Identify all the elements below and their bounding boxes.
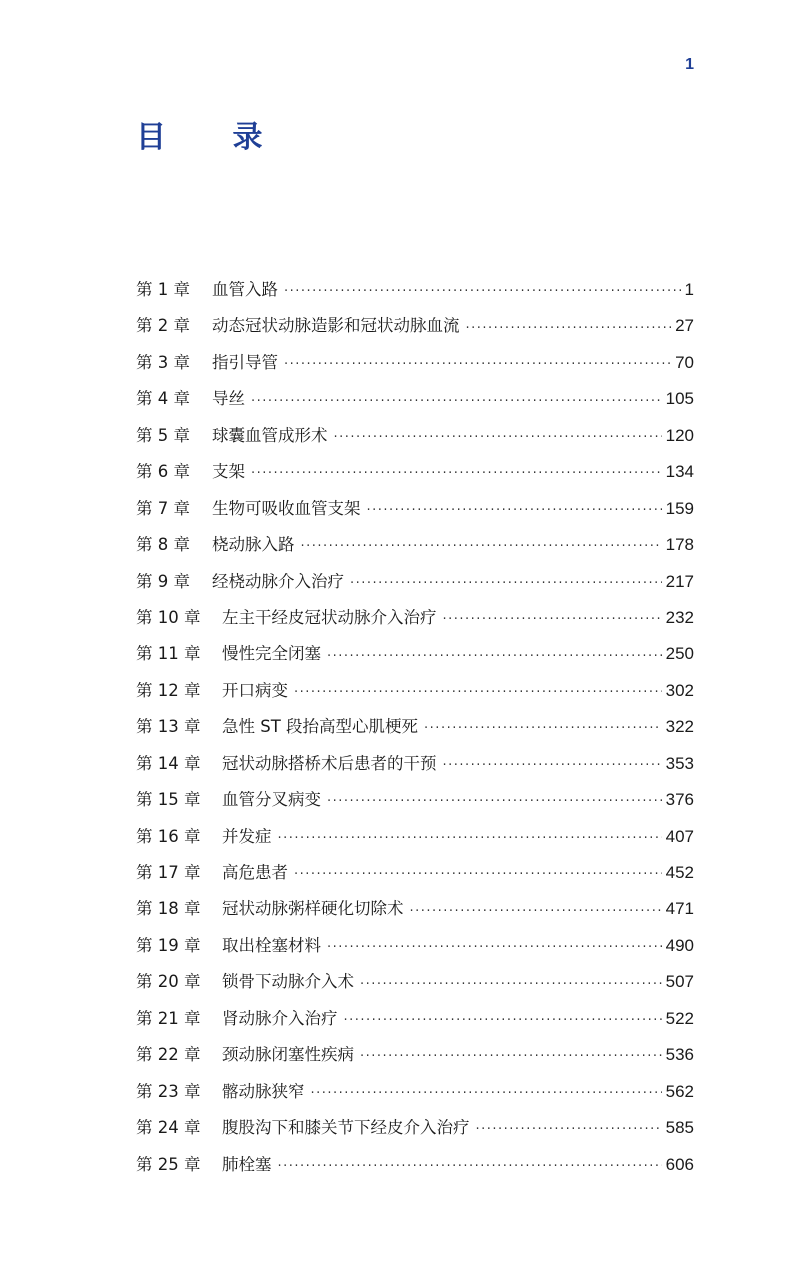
toc-chapter-number: 第 25 章 [136,1154,201,1174]
toc-chapter-title: 动态冠状动脉造影和冠状动脉血流 [212,316,460,336]
toc-chapter-number: 第 5 章 [136,425,190,445]
toc-page-number: 490 [665,935,694,955]
toc-entry [136,1147,694,1183]
toc-page-number: 376 [665,790,694,810]
toc-leader-dots [327,940,662,956]
toc-chapter-title: 冠状动脉搭桥术后患者的干预 [222,753,437,773]
toc-leader-dots [334,430,662,446]
toc-chapter-title: 球囊血管成形术 [212,425,328,445]
toc-leader-dots [284,284,681,300]
toc-entry [136,964,694,1000]
toc-chapter-number: 第 18 章 [136,899,201,919]
toc-page-number: 178 [665,535,694,555]
toc-chapter-title: 取出栓塞材料 [222,935,321,955]
toc-leader-dots [344,1013,662,1029]
toc-entry [136,1074,694,1110]
toc-leader-dots [443,758,662,774]
toc-chapter-title: 锁骨下动脉介入术 [222,972,354,992]
toc-leader-dots [327,794,662,810]
toc-chapter-number: 第 22 章 [136,1045,201,1065]
toc-leader-dots [301,539,662,555]
toc-chapter-number: 第 6 章 [136,462,190,482]
toc-entry [136,272,694,308]
toc-page-number: 232 [665,607,694,627]
toc-page-number: 120 [665,425,694,445]
toc-chapter-title: 开口病变 [222,680,288,700]
toc-entry [136,782,694,818]
toc-entry [136,928,694,964]
toc-entry [136,1110,694,1146]
toc-chapter-number: 第 14 章 [136,753,201,773]
toc-list [136,272,694,1183]
toc-entry [136,600,694,636]
toc-leader-dots [476,1122,662,1138]
toc-chapter-title: 支架 [212,462,245,482]
toc-page-number: 585 [665,1118,694,1138]
toc-leader-dots [251,394,662,410]
toc-page-number: 217 [665,571,694,591]
page-number: 1 [685,56,694,73]
toc-leader-dots [294,685,662,701]
toc-entry [136,746,694,782]
toc-chapter-title: 颈动脉闭塞性疾病 [222,1045,354,1065]
toc-entry [136,381,694,417]
toc-chapter-number: 第 2 章 [136,316,190,336]
toc-page-number: 407 [665,826,694,846]
toc-leader-dots [327,649,662,665]
toc-entry [136,673,694,709]
toc-entry [136,636,694,672]
toc-leader-dots [443,612,662,628]
toc-chapter-number: 第 24 章 [136,1118,201,1138]
toc-leader-dots [360,1049,662,1065]
toc-chapter-title: 桡动脉入路 [212,535,295,555]
toc-page-number: 302 [665,680,694,700]
toc-chapter-title: 生物可吸收血管支架 [212,498,361,518]
toc-page-number: 522 [665,1008,694,1028]
toc-leader-dots [278,1159,662,1175]
toc-page-number: 507 [665,972,694,992]
toc-chapter-number: 第 19 章 [136,935,201,955]
toc-page-number: 105 [665,389,694,409]
toc-chapter-title: 髂动脉狭窄 [222,1081,305,1101]
toc-chapter-title: 血管入路 [212,280,278,299]
toc-chapter-title: 慢性完全闭塞 [222,644,321,664]
toc-page-number: 70 [675,352,694,372]
toc-leader-dots [350,576,662,592]
toc-entry [136,891,694,927]
toc-leader-dots [294,867,662,883]
toc-entry [136,308,694,344]
toc-chapter-title: 导丝 [212,389,245,409]
toc-chapter-number: 第 1 章 [136,280,190,299]
toc-page-number: 353 [665,753,694,773]
toc-chapter-title: 急性 ST 段抬高型心肌梗死 [222,717,419,737]
toc-page-number: 27 [675,316,694,336]
toc-chapter-number: 第 10 章 [136,607,201,627]
toc-chapter-title: 经桡动脉介入治疗 [212,571,344,591]
toc-chapter-number: 第 16 章 [136,826,201,846]
toc-leader-dots [278,831,662,847]
toc-page-number: 159 [665,498,694,518]
toc-chapter-title: 冠状动脉粥样硬化切除术 [222,899,404,919]
toc-entry [136,709,694,745]
toc-chapter-title: 腹股沟下和膝关节下经皮介入治疗 [222,1118,470,1138]
toc-page-number: 606 [665,1154,694,1174]
toc-chapter-number: 第 12 章 [136,680,201,700]
toc-entry [136,491,694,527]
toc-leader-dots [367,503,662,519]
toc-entry [136,855,694,891]
toc-leader-dots [360,977,662,993]
toc-leader-dots [311,1086,662,1102]
toc-page-number: 1 [684,280,694,299]
toc-entry [136,418,694,454]
toc-entry [136,564,694,600]
toc-chapter-title: 指引导管 [212,352,278,372]
toc-entry [136,819,694,855]
toc-entry [136,527,694,563]
toc-chapter-title: 肾动脉介入治疗 [222,1008,338,1028]
toc-chapter-number: 第 7 章 [136,498,190,518]
toc-chapter-number: 第 13 章 [136,717,201,737]
toc-leader-dots [424,721,662,737]
toc-chapter-title: 并发症 [222,826,272,846]
toc-chapter-number: 第 21 章 [136,1008,201,1028]
toc-chapter-number: 第 11 章 [136,644,201,664]
toc-chapter-number: 第 17 章 [136,863,201,882]
toc-page-number: 471 [665,899,694,919]
toc-chapter-title: 高危患者 [222,863,288,882]
toc-chapter-number: 第 4 章 [136,389,190,409]
toc-chapter-number: 第 15 章 [136,790,201,810]
toc-leader-dots [251,466,662,482]
toc-chapter-title: 左主干经皮冠状动脉介入治疗 [222,607,437,627]
toc-chapter-title: 血管分叉病变 [222,790,321,810]
toc-chapter-title: 肺栓塞 [222,1154,272,1174]
toc-entry [136,1037,694,1073]
toc-chapter-number: 第 8 章 [136,535,190,555]
toc-entry [136,454,694,490]
toc-chapter-number: 第 23 章 [136,1081,201,1101]
toc-page-number: 536 [665,1045,694,1065]
toc-page-number: 134 [665,462,694,482]
toc-entry [136,345,694,381]
toc-leader-dots [284,357,671,373]
toc-page-number: 322 [665,717,694,737]
toc-title: 目 录 [136,120,291,155]
toc-page-number: 250 [665,644,694,664]
toc-page-number: 452 [665,863,694,882]
toc-chapter-number: 第 9 章 [136,571,190,591]
toc-page-number: 562 [665,1081,694,1101]
toc-leader-dots [466,321,672,337]
toc-leader-dots [410,904,662,920]
toc-chapter-number: 第 3 章 [136,352,190,372]
toc-entry [136,1001,694,1037]
toc-chapter-number: 第 20 章 [136,972,201,992]
